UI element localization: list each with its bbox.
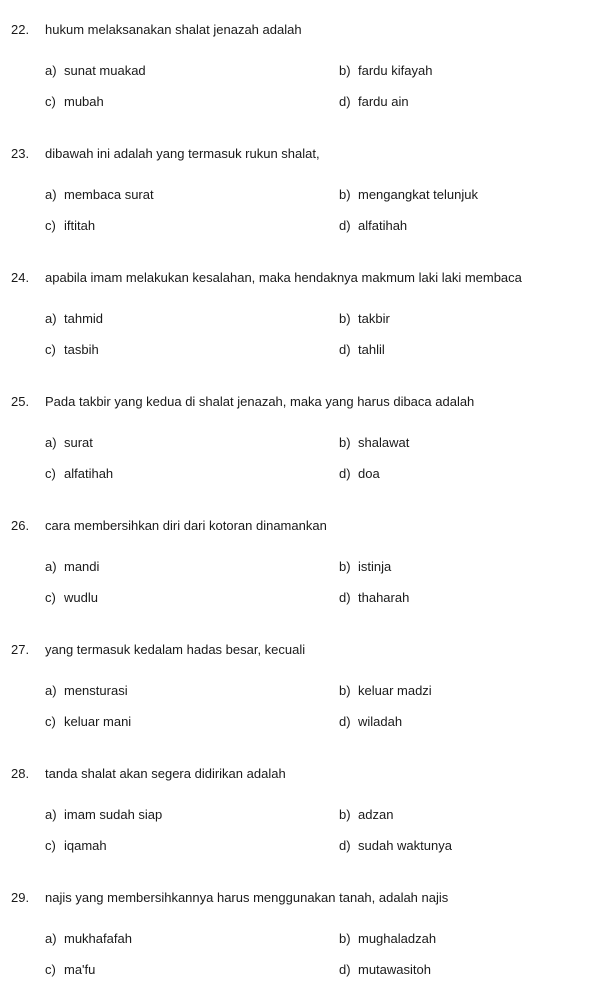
option-a [45,558,99,576]
question-22 [0,21,603,131]
option-text: alfatihah [358,218,408,233]
option-letter: a) [45,559,57,574]
option-text: iqamah [64,838,107,853]
question-stem [11,517,327,535]
question-number: 29. [11,890,30,905]
question-stem [11,889,448,907]
question-stem [11,393,474,411]
option-text: shalawat [358,435,410,450]
option-b [339,310,390,328]
option-text: mughaladzah [358,931,437,946]
option-text: mandi [64,559,100,574]
option-letter: c) [45,590,56,605]
option-b [339,806,393,824]
option-d [339,93,409,111]
option-letter: d) [339,466,351,481]
option-text: mensturasi [64,683,128,698]
option-text: sudah waktunya [358,838,452,853]
option-text: sunat muakad [64,63,146,78]
option-text: keluar mani [64,714,132,729]
option-text: istinja [358,559,392,574]
option-letter: c) [45,714,56,729]
option-letter: d) [339,94,351,109]
option-d [339,465,380,483]
option-letter: c) [45,838,56,853]
option-letter: d) [339,218,351,233]
question-stem [11,145,320,163]
option-d [339,589,409,607]
option-letter: c) [45,342,56,357]
question-stem [11,21,302,39]
option-text: tasbih [64,342,99,357]
option-letter: b) [339,311,351,326]
option-letter: c) [45,962,56,977]
option-a [45,806,162,824]
option-d [339,961,431,979]
option-c [45,961,95,979]
question-stem [11,641,305,659]
option-text: keluar madzi [358,683,432,698]
option-c [45,837,107,855]
option-text: surat [64,435,93,450]
option-letter: a) [45,683,57,698]
option-text: iftitah [64,218,96,233]
option-letter: b) [339,931,351,946]
option-letter: b) [339,63,351,78]
option-text: alfatihah [64,466,114,481]
question-24 [0,269,603,379]
option-text: tahmid [64,311,104,326]
option-d [339,713,402,731]
question-number: 28. [11,766,30,781]
option-text: mengangkat telunjuk [358,187,478,202]
option-b [339,434,409,452]
option-b [339,186,478,204]
option-b [339,558,391,576]
question-stem [11,269,522,287]
option-b [339,62,432,80]
option-letter: b) [339,559,351,574]
option-c [45,465,113,483]
option-letter: d) [339,962,351,977]
option-letter: a) [45,187,57,202]
option-text: fardu kifayah [358,63,433,78]
option-text: adzan [358,807,394,822]
option-letter: b) [339,807,351,822]
option-a [45,682,128,700]
option-text: mukhafafah [64,931,132,946]
option-d [339,341,385,359]
question-23 [0,145,603,255]
option-d [339,217,407,235]
option-c [45,713,131,731]
option-a [45,62,146,80]
question-number: 27. [11,642,30,657]
option-text: takbir [358,311,390,326]
option-text: membaca surat [64,187,154,202]
question-text: Pada takbir yang kedua di shalat jenazah, maka yang harus dibaca adalah [45,394,475,409]
option-text: mutawasitoh [358,962,431,977]
option-text: ma'fu [64,962,96,977]
option-letter: a) [45,311,57,326]
option-text: fardu ain [358,94,409,109]
option-text: imam sudah siap [64,807,163,822]
option-text: doa [358,466,380,481]
question-text: najis yang membersihkannya harus menggunakan tanah, adalah najis [45,890,449,905]
option-d [339,837,452,855]
option-letter: c) [45,94,56,109]
option-letter: a) [45,807,57,822]
question-text: cara membersihkan diri dari kotoran dinamankan [45,518,327,533]
option-text: wudlu [64,590,98,605]
option-a [45,310,103,328]
option-text: tahlil [358,342,385,357]
question-stem [11,765,286,783]
option-text: thaharah [358,590,410,605]
question-text: tanda shalat akan segera didirikan adalah [45,766,286,781]
question-26 [0,517,603,627]
question-number: 22. [11,22,30,37]
question-text: dibawah ini adalah yang termasuk rukun shalat, [45,146,320,161]
question-28 [0,765,603,875]
question-number: 24. [11,270,30,285]
question-text: apabila imam melakukan kesalahan, maka hendaknya makmum laki laki membaca [45,270,522,285]
option-letter: d) [339,714,351,729]
question-27 [0,641,603,751]
option-b [339,682,432,700]
option-letter: a) [45,63,57,78]
option-c [45,217,95,235]
option-c [45,93,104,111]
question-number: 26. [11,518,30,533]
question-25 [0,393,603,503]
option-c [45,589,98,607]
option-letter: b) [339,683,351,698]
question-text: yang termasuk kedalam hadas besar, kecuali [45,642,306,657]
option-text: mubah [64,94,104,109]
option-letter: a) [45,435,57,450]
option-letter: d) [339,342,351,357]
option-text: wiladah [358,714,403,729]
option-a [45,930,132,948]
question-number: 23. [11,146,30,161]
option-letter: a) [45,931,57,946]
option-letter: b) [339,187,351,202]
question-number: 25. [11,394,30,409]
option-letter: d) [339,838,351,853]
option-letter: d) [339,590,351,605]
option-letter: b) [339,435,351,450]
option-c [45,341,99,359]
question-29 [0,889,603,999]
option-letter: c) [45,218,56,233]
option-a [45,434,93,452]
option-letter: c) [45,466,56,481]
option-b [339,930,436,948]
option-a [45,186,154,204]
question-text: hukum melaksanakan shalat jenazah adalah [45,22,302,37]
